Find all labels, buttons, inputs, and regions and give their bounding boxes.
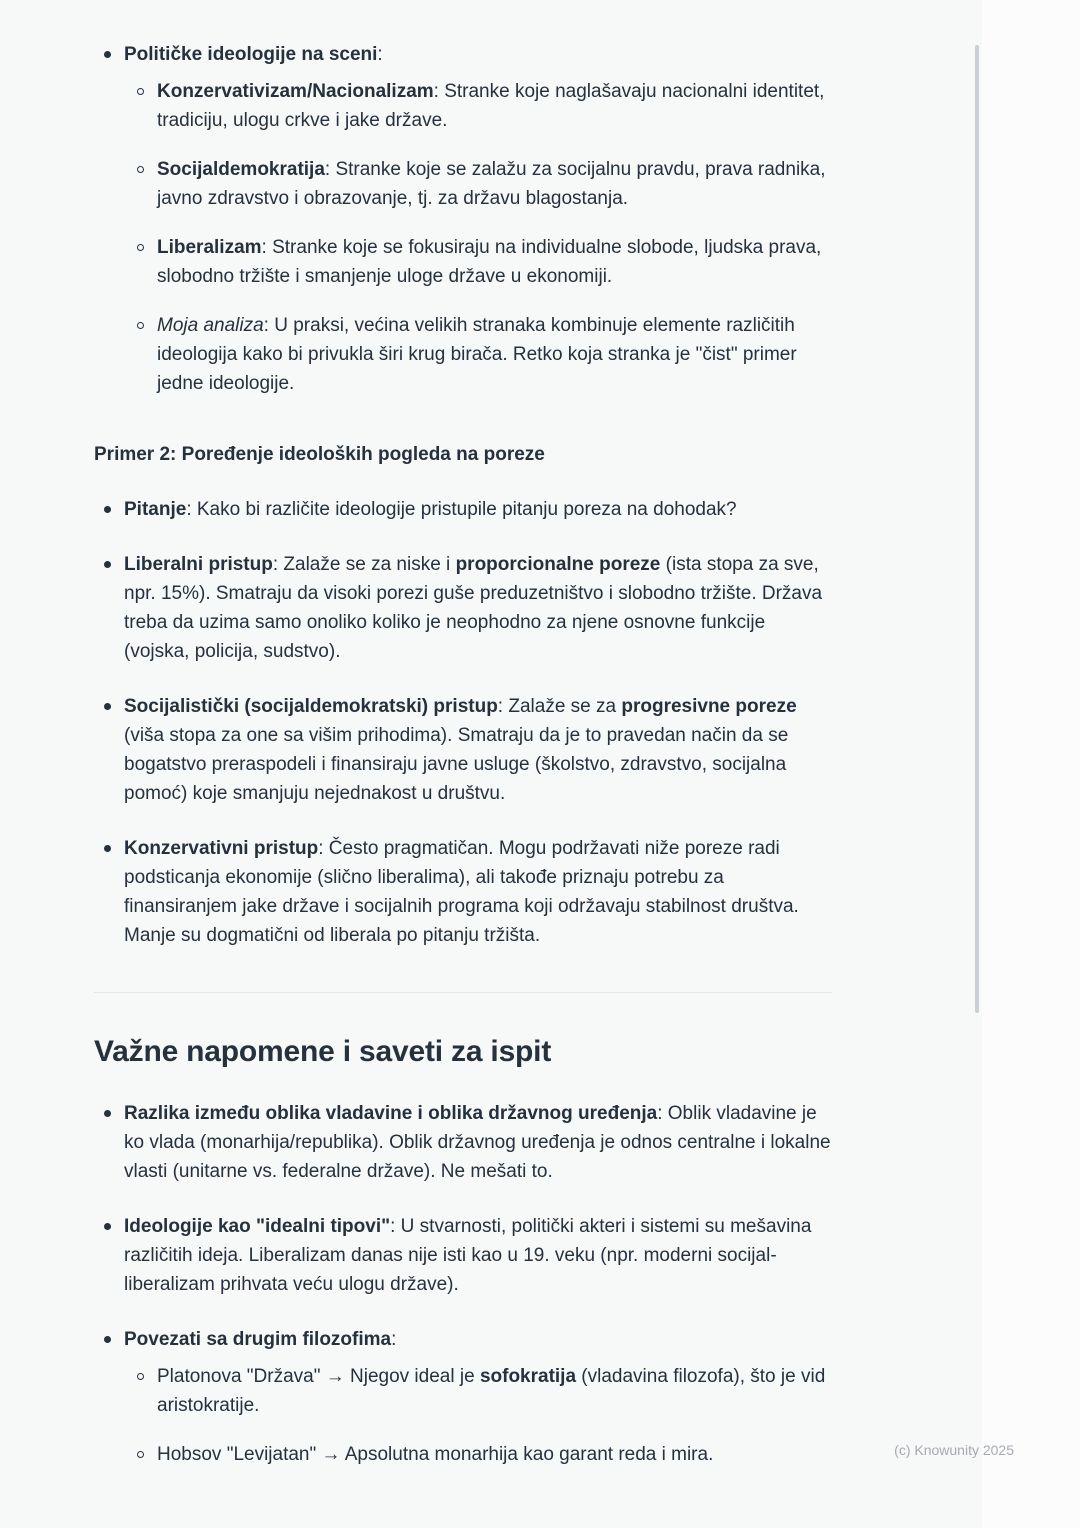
bullet-item <box>127 77 832 135</box>
bullet-text <box>157 1362 832 1420</box>
bullet-marker-cell <box>94 692 124 808</box>
bullet-marker-cell <box>127 1362 157 1420</box>
text-segment: (vladavina filozofa), što je vid aristokratije. <box>157 1366 826 1416</box>
text-segment: : Stranke koje se zalažu za socijalnu pravdu, prava radnika, javno zdravstvo i obrazovanje, tj. za državu blagostanja. <box>157 159 826 209</box>
bullet-item <box>127 233 832 291</box>
section-title <box>94 1033 832 1071</box>
bullet-item <box>127 1362 832 1420</box>
bullet-disc-icon <box>104 506 111 513</box>
bullet-text <box>157 233 832 291</box>
bullet-circle-icon <box>137 244 144 251</box>
bullet-item <box>94 692 832 808</box>
bullet-item <box>127 1440 832 1469</box>
bullet-item <box>94 40 832 69</box>
bullet-disc-icon <box>104 1223 111 1230</box>
bullet-circle-icon <box>137 1373 144 1380</box>
text-segment: Hobsov "Levijatan" → Apsolutna monarhija kao garant reda i mira. <box>157 1444 714 1465</box>
text-segment: progresivne poreze <box>621 696 797 717</box>
document-body <box>94 40 832 1469</box>
bullet-text <box>124 1212 832 1299</box>
bullet-marker-cell <box>127 1440 157 1469</box>
bullet-item <box>94 1325 832 1354</box>
text-segment: Socijaldemokratija <box>157 159 325 180</box>
horizontal-divider <box>94 992 832 993</box>
bullet-disc-icon <box>104 1110 111 1117</box>
bullet-text <box>157 311 832 398</box>
bullet-text <box>157 77 832 135</box>
text-segment: : <box>377 44 383 65</box>
text-segment: : Oblik vladavine je ko vlada (monarhija/republika). Oblik državnog uređenja je odnos centralne i lokalne vlasti (unitarne vs. federalne države). Ne mešati to. <box>124 1103 831 1182</box>
bullet-item <box>94 834 832 950</box>
subsection-title <box>94 440 832 469</box>
text-segment: : Kako bi različite ideologije pristupile pitanju poreza na dohodak? <box>186 499 737 520</box>
bullet-disc-icon <box>104 561 111 568</box>
text-segment: Pitanje <box>124 499 187 520</box>
bullet-text <box>124 1099 832 1186</box>
bullet-circle-icon <box>137 166 144 173</box>
bullet-marker-cell <box>94 550 124 666</box>
text-segment: : <box>391 1329 397 1350</box>
text-segment: Konzervativizam/Nacionalizam <box>157 81 434 102</box>
text-segment: sofokratija <box>479 1366 577 1387</box>
text-segment: : Zalaže se za <box>497 696 622 717</box>
text-segment: Liberalni pristup <box>124 554 273 575</box>
bullet-text <box>124 40 832 69</box>
bullet-text <box>157 1440 832 1469</box>
text-segment: proporcionalne poreze <box>455 554 661 575</box>
bullet-text <box>124 1325 832 1354</box>
bullet-disc-icon <box>104 51 111 58</box>
watermark: (c) Knowunity 2025 <box>894 1442 1014 1458</box>
text-segment: Ideologije kao "idealni tipovi" <box>124 1216 391 1237</box>
bullet-marker-cell <box>127 77 157 135</box>
bullet-circle-icon <box>137 322 144 329</box>
text-segment: Moja analiza <box>157 315 264 336</box>
text-segment: : U stvarnosti, politički akteri i sistemi su mešavina različitih ideja. Liberalizam danas nije isti kao u 19. veku (npr. moderni socijal-liberalizam prihvata veću ulogu države). <box>124 1216 812 1295</box>
bullet-marker-cell <box>127 155 157 213</box>
bullet-marker-cell <box>127 311 157 398</box>
bullet-disc-icon <box>104 1336 111 1343</box>
text-segment: Razlika između oblika vladavine i oblika državnog uređenja <box>124 1103 658 1124</box>
bullet-item <box>127 155 832 213</box>
bullet-item <box>94 550 832 666</box>
page-margin-panel <box>982 0 1080 1528</box>
bullet-text <box>124 495 832 524</box>
text-segment: Socijalistički (socijaldemokratski) pristup <box>124 696 498 717</box>
text-segment: Političke ideologije na sceni <box>124 44 378 65</box>
bullet-marker-cell <box>94 1325 124 1354</box>
bullet-marker-cell <box>94 834 124 950</box>
bullet-circle-icon <box>137 88 144 95</box>
text-segment: : Zalaže se za niske i <box>272 554 456 575</box>
bullet-text <box>157 155 832 213</box>
text-segment: Konzervativni pristup <box>124 838 319 859</box>
bullet-item <box>94 495 832 524</box>
text-segment: (viša stopa za one sa višim prihodima). Smatraju da je to pravedan način da se bogatstvo preraspodeli i finansiraju javne usluge (školstvo, zdravstvo, socijalna pomoć) koje smanjuju nejednakost u društvu. <box>124 725 789 804</box>
text-segment: Povezati sa drugim filozofima <box>124 1329 392 1350</box>
text-segment: Liberalizam <box>157 237 262 258</box>
text-segment: : Često pragmatičan. Mogu podržavati niže poreze radi podsticanja ekonomije (slično liberalima), ali takođe priznaju potrebu za finansiranjem jake države i socijalnih programa koji održavaju stabilnost društva. Manje su dogmatični od liberala po pitanju tržišta. <box>124 838 799 946</box>
bullet-marker-cell <box>94 1212 124 1299</box>
bullet-marker-cell <box>94 1099 124 1186</box>
text-segment: Primer 2: Poređenje ideoloških pogleda na poreze <box>94 444 545 465</box>
bullet-disc-icon <box>104 845 111 852</box>
bullet-marker-cell <box>94 40 124 69</box>
text-segment: Platonova "Država" → Njegov ideal je <box>157 1366 480 1387</box>
text-segment: Važne napomene i saveti za ispit <box>94 1035 552 1068</box>
bullet-marker-cell <box>94 495 124 524</box>
text-segment: : U praksi, većina velikih stranaka kombinuje elemente različitih ideologija kako bi privukla širi krug birača. Retko koja stranka je "čist" primer jedne ideologije. <box>157 315 797 394</box>
bullet-text <box>124 550 832 666</box>
text-segment: : Stranke koje se fokusiraju na individualne slobode, ljudska prava, slobodno tržište i smanjenje uloge države u ekonomiji. <box>157 237 822 287</box>
bullet-circle-icon <box>137 1451 144 1458</box>
bullet-text <box>124 692 832 808</box>
bullet-item <box>94 1212 832 1299</box>
bullet-text <box>124 834 832 950</box>
bullet-disc-icon <box>104 703 111 710</box>
bullet-marker-cell <box>127 233 157 291</box>
bullet-item <box>127 311 832 398</box>
text-segment: (ista stopa za sve, npr. 15%). Smatraju da visoki porezi guše preduzetništvo i slobodno tržište. Država treba da uzima samo onoliko koliko je neophodno za njene osnovne funkcije (vojska, policija, sudstvo). <box>124 554 823 662</box>
scrollbar-thumb[interactable] <box>975 45 979 1013</box>
bullet-item <box>94 1099 832 1186</box>
text-segment: : Stranke koje naglašavaju nacionalni identitet, tradiciju, ulogu crkve i jake države. <box>157 81 825 131</box>
